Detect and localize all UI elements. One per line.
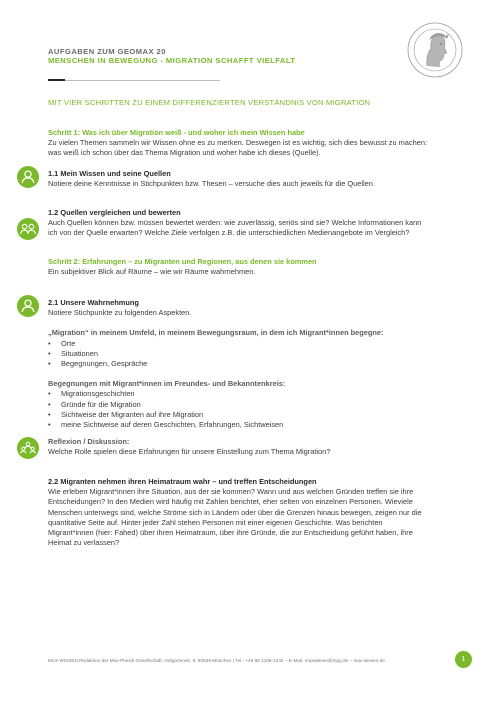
list-item: • Sichtweise der Migranten auf ihre Migration xyxy=(48,410,428,420)
step2-body: Ein subjektiver Blick auf Räume – wie wir Räume wahrnehmen. xyxy=(48,267,256,277)
section-2-2 xyxy=(48,477,428,548)
person-icon xyxy=(17,166,39,188)
list1 xyxy=(48,339,428,370)
group-icon xyxy=(17,218,39,240)
section-2-2-body: Wie erleben Migrant*innen ihre Situation, aus der sie kommen? Wann und aus welchen Gründen treffen sie ihre Entscheidungen? In den Medien wird häufig mit Zahlen berichtet, eher selten von einzelnen Personen. Wieviele Menschen unterwegs sind, welche Ströme sich in Ländern oder über die Grenzen hinaus bewegen, zeigen nur die quantitative Seite auf. Hinter jeder Zahl stehen Personen mit einer eigenen Geschichte. Was berichten Migrant*innen (hier: Fahed) über ihren Heimatraum, über ihre Gründe, die zur Entscheidung geführt haben, ihre Heimat zu verlassen? xyxy=(48,487,422,548)
reflexion-body: Welche Rolle spielen diese Erfahrungen für unsere Einstellung zum Thema Migration? xyxy=(48,447,331,457)
header-line1: AUFGABEN ZUM GEOMAX 20 xyxy=(48,47,166,56)
footer: MAX WISSEN Redaktion der Max-Planck-Gesellschaft, Hofgartenstr. 8, 80539 München | Tel.: +49 89 2108-1242 – E-Mail: maxwissen@mpg.de – max-wissen.de xyxy=(48,658,385,663)
step2-block xyxy=(48,257,428,277)
reflexion-block xyxy=(48,437,428,457)
list-item: • Situationen xyxy=(48,349,428,359)
section-1-2-title: 1.2 Quellen vergleichen und bewerten xyxy=(48,208,181,217)
discussion-icon xyxy=(17,437,39,459)
person-icon xyxy=(17,295,39,317)
section-1-2 xyxy=(48,208,428,239)
section-2-1-title: 2.1 Unsere Wahrnehmung xyxy=(48,298,139,307)
step1-block xyxy=(48,128,428,159)
section-1-1-body: Notiere deine Kenntnisse in Stichpunkten bzw. Thesen – versuche dies auch jeweils für die Quellen. xyxy=(48,179,375,189)
main-heading: MIT VIER SCHRITTEN ZU EINEM DIFFERENZIERTEN VERSTÄNDNIS VON MIGRATION xyxy=(48,98,371,107)
step1-body: Zu vielen Themen sammeln wir Wissen ohne es zu merken. Deswegen ist es wichtig, sich dies bewusst zu machen: was weiß ich schon über das Thema Migration und woher habe ich dieses (Quelle). xyxy=(48,138,428,158)
list2 xyxy=(48,389,428,430)
list-item: • meine Sichtweise auf deren Geschichten, Erfahrungen, Sichtweisen xyxy=(48,420,428,430)
list2-title: Begegnungen mit Migrant*innen im Freundes- und Bekanntenkreis: xyxy=(48,379,286,389)
list1-title: „Migration“ in meinem Umfeld, in meinem Bewegungsraum, in dem ich Migrant*innen begegne: xyxy=(48,328,384,338)
section-2-2-title: 2.2 Migranten nehmen ihren Heimatraum wahr – und treffen Entscheidungen xyxy=(48,477,317,486)
minerva-logo xyxy=(407,22,463,78)
page-number: 1 xyxy=(455,651,472,668)
list-item: • Orte xyxy=(48,339,428,349)
section-1-2-body: Auch Quellen können bzw. müssen bewertet werden: wie zuverlässig, seriös sind sie? Welche Informationen kann ich von der Quelle erwarten? Welche Ziele verfolgen z.B. die unterschiedlichen Medienangebote im Vergleich? xyxy=(48,218,422,238)
section-2-1-body: Notiere Stichpunkte zu folgenden Aspekten. xyxy=(48,308,192,318)
step1-title: Schritt 1: Was ich über Migration weiß - und woher ich mein Wissen habe xyxy=(48,128,305,137)
list-item: • Begegnungen, Gespräche xyxy=(48,359,428,369)
section-2-1 xyxy=(48,298,428,430)
header-line2: MENSCHEN IN BEWEGUNG - MIGRATION SCHAFFT VIELFALT xyxy=(48,56,296,65)
section-1-1 xyxy=(48,169,428,189)
reflexion-title: Reflexion / Diskussion: xyxy=(48,437,130,446)
step2-title: Schritt 2: Erfahrungen – zu Migranten und Regionen, aus denen sie kommen xyxy=(48,257,317,266)
list-item: • Gründe für die Migration xyxy=(48,400,428,410)
header-rule-accent xyxy=(48,79,65,81)
list-item: • Migrationsgeschichten xyxy=(48,389,428,399)
header-rule xyxy=(65,80,220,81)
section-1-1-title: 1.1 Mein Wissen und seine Quellen xyxy=(48,169,171,178)
